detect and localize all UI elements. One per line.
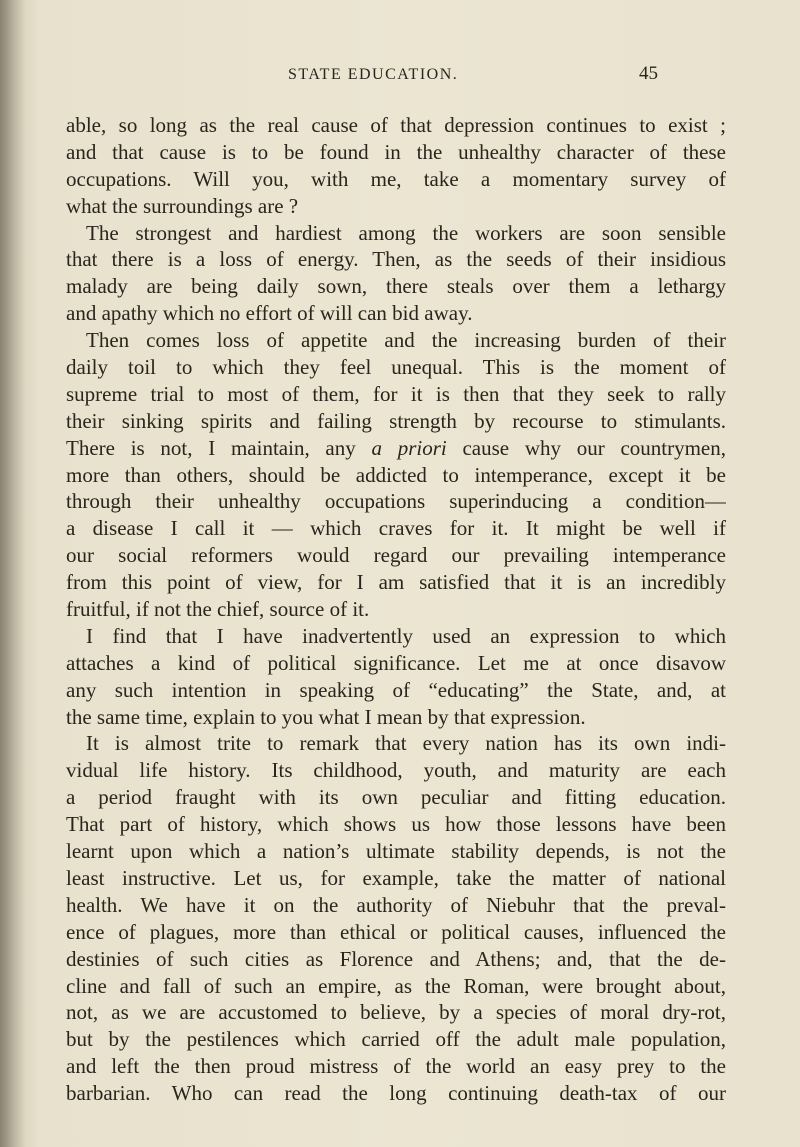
text-line: learnt upon which a nation’s ultimate stability depends, is not the [66,839,726,864]
text-line: and that cause is to be found in the unhealthy character of these [66,139,726,164]
text-line: more than others, should be addicted to intemperance, except it be [66,462,726,487]
body-text [66,112,726,1107]
text-line: not, as we are accustomed to believe, by a species of moral dry-rot, [66,1000,726,1025]
text-line: that there is a loss of energy. Then, as the seeds of their insidious [66,247,726,272]
text-line: fruitful, if not the chief, source of it. [66,597,370,622]
text-line: any such intention in speaking of “educating” the State, and, at [66,677,726,702]
text-line: barbarian. Who can read the long continuing death-tax of our [66,1081,726,1106]
text-segment: There is not, I maintain, any [66,435,356,460]
text-line: our social reformers would regard our prevailing intemperance [66,543,726,568]
text-line: cline and fall of such an empire, as the Roman, were brought about, [66,973,726,998]
text-line: That part of history, which shows us how those lessons have been [66,812,726,837]
text-line: but by the pestilences which carried off the adult male population, [66,1027,726,1052]
text-line: health. We have it on the authority of Niebuhr that the preval- [66,892,726,917]
text-line: daily toil to which they feel unequal. This is the moment of [66,355,726,380]
text-line: the same time, explain to you what I mean by that expression. [66,704,586,729]
text-line: and apathy which no effort of will can bid away. [66,301,473,326]
text-line: The strongest and hardiest among the workers are soon sensible [86,220,726,245]
text-line: destinies of such cities as Florence and Athens; and, that the de- [66,946,726,971]
text-line: least instructive. Let us, for example, take the matter of national [66,865,726,890]
text-line: and left the then proud mistress of the world an easy prey to the [66,1054,726,1079]
text-line-mixed [66,435,726,462]
page-header [288,63,658,90]
text-line: their sinking spirits and failing strength by recourse to stimulants. [66,408,726,433]
text-line: ence of plagues, more than ethical or political causes, influenced the [66,919,726,944]
text-line: what the surroundings are ? [66,193,299,218]
running-title: STATE EDUCATION. [288,66,459,83]
text-line: a disease I call it — which craves for it. It might be well if [66,516,726,541]
text-line: I find that I have inadvertently used an expression to which [86,623,726,648]
text-line: malady are being daily sown, there steals over them a lethargy [66,274,726,299]
text-line: It is almost trite to remark that every nation has its own indi- [86,731,726,756]
italic-phrase: a priori [371,435,447,460]
text-line: vidual life history. Its childhood, youth, and maturity are each [66,758,726,783]
text-line: Then comes loss of appetite and the increasing burden of their [86,328,726,353]
text-line: through their unhealthy occupations superinducing a condition— [66,489,726,514]
text-line: a period fraught with its own peculiar and fitting education. [66,785,726,810]
page-number: 45 [639,63,658,84]
text-line: from this point of view, for I am satisfied that it is an incredibly [66,570,726,595]
text-line: able, so long as the real cause of that depression continues to exist ; [66,113,726,137]
text-line: supreme trial to most of them, for it is then that they seek to rally [66,381,726,406]
gutter-shadow [0,0,26,1147]
text-line: occupations. Will you, with me, take a momentary survey of [66,166,726,191]
text-line: attaches a kind of political significance. Let me at once disavow [66,650,726,675]
text-segment: cause why our countrymen, [462,435,726,460]
